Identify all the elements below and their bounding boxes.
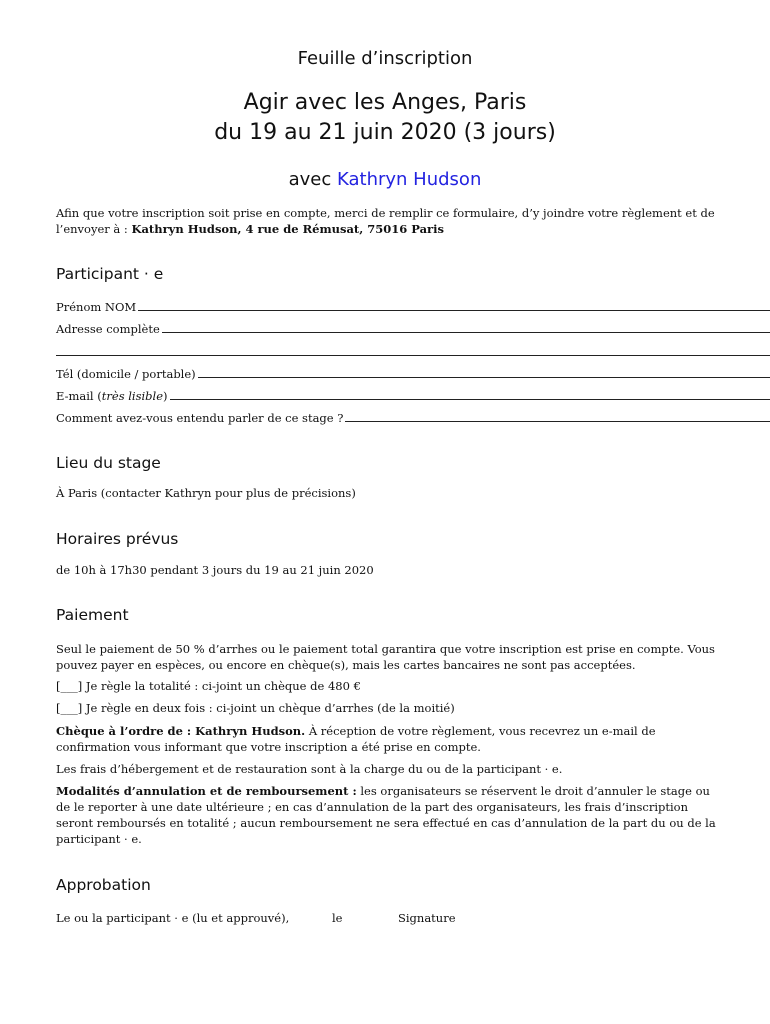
address-field[interactable] [56,320,770,336]
email-label-end: ) [163,389,168,403]
name-blank-line[interactable] [138,310,770,311]
address-label: Adresse complète [56,322,160,336]
payment-option-full[interactable]: [___] Je règle la totalité : ci-joint un chèque de 480 € [56,679,361,693]
address-second-line[interactable] [56,355,770,356]
event-dates: du 19 au 21 juin 2020 (3 jours) [214,120,556,145]
email-field[interactable] [56,387,770,403]
cheque-text: À réception de votre règlement, vous recevrez un e-mail de confirmation vous informant que votre inscription a été prise en compte. [56,724,656,754]
email-label-emphasis: très lisible [101,389,164,403]
intro-text: Afin que votre inscription soit prise en compte, merci de remplir ce formulaire, d’y joindre votre règlement et de l’envoyer à : [56,206,715,236]
lodging-text: Les frais d’hébergement et de restauration sont à la charge du ou de la participant · e. [56,762,563,776]
approval-heading: Approbation [56,876,151,894]
source-blank-line[interactable] [345,421,770,422]
email-label-start: E-mail ( [56,389,102,403]
source-label: Comment avez-vous entendu parler de ce stage ? [56,411,344,425]
intro-paragraph [56,205,716,237]
payment-heading: Paiement [56,606,129,624]
teacher-name-link[interactable]: Kathryn Hudson [337,169,482,190]
address-blank-line[interactable] [162,332,770,333]
cancellation-heading: Modalités d’annulation et de remboursement : [56,784,357,798]
approval-date-label: le [332,911,343,925]
approval-signature-label: Signature [398,911,456,925]
cancellation-paragraph [56,783,716,847]
form-title: Feuille d’inscription [297,48,473,69]
teacher-line [0,169,770,190]
schedule-heading: Horaires prévus [56,530,179,548]
participant-heading: Participant · e [56,265,164,283]
phone-field[interactable] [56,365,770,381]
email-label [56,389,170,403]
mailing-address: Kathryn Hudson, 4 rue de Rémusat, 75016 Paris [131,222,444,236]
location-heading: Lieu du stage [56,454,161,472]
name-field[interactable] [56,298,770,314]
payment-text: Seul le paiement de 50 % d’arrhes ou le paiement total garantira que votre inscription est prise en compte. Vous pouvez payer en espèces, ou encore en chèque(s), mais les cartes bancaires ne sont pas acceptées. [56,642,715,672]
cheque-payee: Chèque à l’ordre de : Kathryn Hudson. [56,724,306,738]
name-label: Prénom NOM [56,300,137,314]
phone-blank-line[interactable] [198,377,770,378]
with-prefix: avec [288,169,332,190]
approval-participant-label: Le ou la participant · e (lu et approuvé), [56,911,290,925]
source-field[interactable] [56,409,770,425]
cheque-paragraph [56,723,716,755]
email-blank-line[interactable] [170,399,770,400]
phone-label: Tél (domicile / portable) [56,367,196,381]
payment-option-split[interactable]: [___] Je règle en deux fois : ci-joint un chèque d’arrhes (de la moitié) [56,701,455,715]
location-text: À Paris (contacter Kathryn pour plus de précisions) [56,486,356,500]
schedule-text: de 10h à 17h30 pendant 3 jours du 19 au 21 juin 2020 [56,563,374,577]
cancellation-text: les organisateurs se réservent le droit d’annuler le stage ou de le reporter à une date ultérieure ; en cas d’annulation de la part des organisateurs, les frais d’inscription seront remboursés en totalité ; aucun remboursement ne sera effectué en cas d’annulation de la part du ou de la participant · e. [56,784,716,846]
event-title: Agir avec les Anges, Paris [243,90,527,115]
